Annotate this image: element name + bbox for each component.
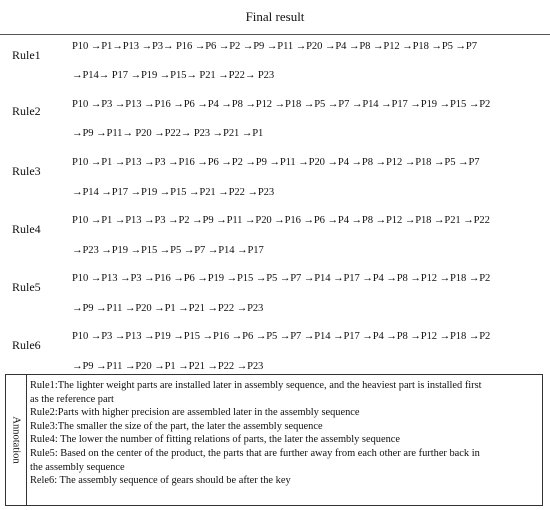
rule-label: Rule3 xyxy=(12,164,41,178)
rule-row-3 xyxy=(0,154,550,212)
rule-row-4 xyxy=(0,212,550,270)
annotation-line: Rule5: Based on the center of the product, the parts that are further away from each other are further back in xyxy=(30,447,480,459)
sequence-line-2: →P9 →P11→ P20 →P22→ P23 →P21 →P1 xyxy=(72,128,264,139)
annotation-line: as the reference part xyxy=(30,393,114,405)
rule-label: Rule6 xyxy=(12,338,41,352)
sequence-line-1: P10 →P3 →P13 →P19 →P15 →P16 →P6 →P5 →P7 →P14 →P17 →P4 →P8 →P12 →P18 →P2 xyxy=(72,331,491,342)
rule-row-5 xyxy=(0,270,550,328)
annotation-line: Rule4: The lower the number of fitting relations of parts, the later the assembly sequence xyxy=(30,434,401,446)
rule-row-1 xyxy=(0,38,550,96)
sequence-line-1: P10 →P1→P13 →P3→ P16 →P6 →P2 →P9 →P11 →P20 →P4 →P8 →P12 →P18 →P5 →P7 xyxy=(72,41,477,52)
sequence-line-1: P10 →P1 →P13 →P3 →P16 →P6 →P2 →P9 →P11 →P20 →P4 →P8 →P12 →P18 →P5 →P7 xyxy=(72,157,480,168)
sequence-line-2: →P9 →P11 →P20 →P1 →P21 →P22 →P23 xyxy=(72,361,264,372)
header-divider xyxy=(0,34,550,35)
rule-label: Rule1 xyxy=(12,48,41,62)
sequence-line-1: P10 →P1 →P13 →P3 →P2 →P9 →P11 →P20 →P16 →P6 →P4 →P8 →P12 →P18 →P21 →P22 xyxy=(72,215,490,226)
sequence-line-2: →P14 →P17 →P19 →P15 →P21 →P22 →P23 xyxy=(72,187,275,198)
annotation-label-cell xyxy=(6,375,27,505)
rule-label: Rule4 xyxy=(12,222,41,236)
rule-label: Rule2 xyxy=(12,104,41,118)
annotation-line: Rule3:The smaller the size of the part, the later the assembly sequence xyxy=(30,420,323,432)
table-title: Final result xyxy=(245,9,305,24)
annotation-line: Rule1:The lighter weight parts are installed later in assembly sequence, and the heaviest part is installed first xyxy=(30,380,482,391)
annotation-label: Annotation xyxy=(10,416,22,464)
rule-row-2 xyxy=(0,96,550,154)
rule-label: Rule5 xyxy=(12,280,41,294)
annotation-box xyxy=(5,374,543,506)
annotation-text xyxy=(30,379,540,488)
annotation-line: Rele6: The assembly sequence of gears should be after the key xyxy=(30,475,291,487)
sequence-line-1: P10 →P13 →P3 →P16 →P6 →P19 →P15 →P5 →P7 →P14 →P17 →P4 →P8 →P12 →P18 →P2 xyxy=(72,273,491,284)
annotation-line: the assembly sequence xyxy=(30,461,125,473)
sequence-line-2: →P23 →P19 →P15 →P5 →P7 →P14 →P17 xyxy=(72,245,264,256)
sequence-line-2: →P14→ P17 →P19 →P15→ P21 →P22→ P23 xyxy=(72,70,275,81)
sequence-line-2: →P9 →P11 →P20 →P1 →P21 →P22 →P23 xyxy=(72,303,264,314)
sequence-line-1: P10 →P3 →P13 →P16 →P6 →P4 →P8 →P12 →P18 →P5 →P7 →P14 →P17 →P19 →P15 →P2 xyxy=(72,99,491,110)
annotation-line: Rule2:Parts with higher precision are assembled later in the assembly sequence xyxy=(30,407,360,419)
